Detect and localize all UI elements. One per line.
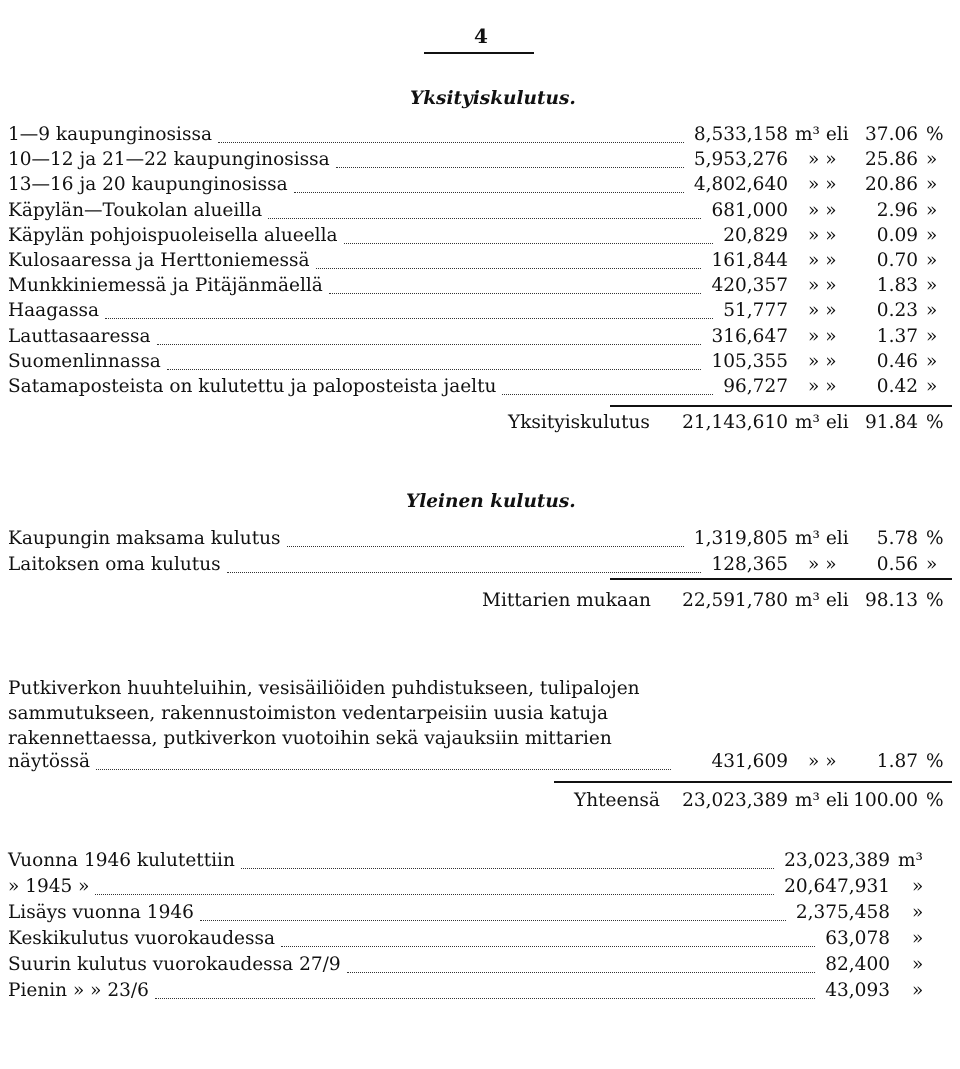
other-use-row — [8, 751, 948, 775]
row-value: 128,365 — [711, 554, 788, 575]
summary-row — [8, 954, 948, 978]
summary-value: 43,093 — [825, 980, 890, 1001]
row-percent-unit: % — [926, 124, 944, 145]
row-unit: » » — [808, 554, 837, 575]
row-value: 420,357 — [711, 275, 788, 297]
dot-leader — [347, 954, 816, 973]
row-label: Suomenlinnassa — [8, 350, 161, 372]
row-unit: » » — [808, 224, 837, 246]
page-number: 4 — [474, 24, 488, 48]
dot-leader — [105, 300, 713, 319]
row-label: 13—16 ja 20 kaupunginosissa — [8, 174, 288, 196]
row-percent: 1.37 — [876, 325, 918, 347]
grand-total-label: Yhteensä — [574, 790, 660, 811]
row-value: 1,319,805 — [693, 528, 788, 549]
row-unit: » » — [808, 174, 837, 196]
dot-leader — [316, 250, 702, 269]
public-total-percent: 98.13 — [865, 590, 918, 611]
total-percent-unit: % — [926, 412, 944, 433]
row-percent: 25.86 — [865, 149, 918, 171]
row-unit: » » — [808, 149, 837, 171]
dot-leader — [502, 376, 713, 395]
other-unit: » » — [808, 751, 837, 772]
row-unit: m³ eli — [795, 124, 849, 145]
summary-label: Lisäys vuonna 1946 — [8, 902, 194, 923]
row-percent-unit: » — [926, 350, 938, 372]
total-percent: 91.84 — [865, 412, 918, 433]
summary-unit: m³ — [898, 850, 923, 871]
row-unit: » » — [808, 376, 837, 397]
row-value: 105,355 — [711, 350, 788, 372]
public-total-label: Mittarien mukaan — [482, 590, 651, 611]
dot-leader — [241, 850, 774, 869]
summary-label: » 1945 » — [8, 876, 90, 897]
dot-leader — [96, 751, 671, 770]
row-label: Kulosaaressa ja Herttoniemessä — [8, 250, 310, 271]
summary-value: 82,400 — [825, 954, 890, 975]
row-label: Käpylän—Toukolan alueilla — [8, 199, 263, 221]
summary-label: Keskikulutus vuorokaudessa — [8, 928, 276, 949]
grand-total-rule — [554, 781, 952, 783]
summary-row — [8, 928, 948, 952]
table-row — [8, 528, 948, 552]
table-row — [8, 200, 948, 224]
public-total-value: 22,591,780 — [682, 590, 788, 611]
summary-label: Pienin » » 23/6 — [8, 980, 149, 1001]
other-line: sammutukseen, rakennustoimiston vedentarpeisiin uusia katuja — [8, 703, 608, 724]
table-row — [8, 174, 948, 198]
other-line: rakennettaessa, putkiverkon vuotoihin sekä vajauksiin mittarien — [8, 728, 612, 749]
row-value: 681,000 — [711, 199, 788, 221]
table-row — [8, 149, 948, 173]
table-row — [8, 554, 948, 578]
summary-row — [8, 876, 948, 900]
total-label: Yksityiskulutus — [508, 412, 650, 433]
row-percent: 2.96 — [876, 199, 918, 221]
row-percent: 0.09 — [876, 224, 918, 246]
private-section-title: Yksityiskulutus. — [410, 88, 576, 109]
total-unit: m³ eli — [795, 412, 849, 433]
row-unit: » » — [808, 199, 837, 221]
summary-unit: » — [912, 876, 924, 897]
summary-row — [8, 902, 948, 926]
row-percent-unit: » — [926, 149, 938, 171]
row-unit: » » — [808, 325, 837, 347]
row-label: Kaupungin maksama kulutus — [8, 528, 281, 549]
row-value: 4,802,640 — [693, 174, 788, 196]
summary-unit: » — [912, 928, 924, 949]
summary-unit: » — [912, 954, 924, 975]
row-label: Laitoksen oma kulutus — [8, 554, 221, 575]
dot-leader — [344, 225, 714, 244]
row-percent-unit: » — [926, 325, 938, 347]
row-label: 1—9 kaupunginosissa — [8, 124, 212, 145]
row-value: 5,953,276 — [693, 149, 788, 171]
table-row — [8, 275, 948, 299]
dot-leader — [218, 124, 684, 143]
other-last-line: näytössä — [8, 751, 90, 772]
row-percent-unit: % — [926, 528, 944, 549]
header-rule — [424, 52, 534, 54]
row-label: Haagassa — [8, 300, 100, 322]
dot-leader — [167, 351, 702, 370]
row-value: 8,533,158 — [693, 124, 788, 145]
dot-leader — [294, 174, 684, 193]
row-percent-unit: » — [926, 224, 938, 246]
public-total-percent-unit: % — [926, 590, 944, 611]
summary-label: Vuonna 1946 kulutettiin — [8, 850, 235, 871]
summary-label: Suurin kulutus vuorokaudessa 27/9 — [8, 954, 341, 975]
row-label: Käpylän pohjoispuoleisella alueella — [8, 224, 338, 246]
row-percent: 0.46 — [876, 350, 918, 372]
row-percent: 0.42 — [876, 376, 918, 397]
summary-value: 63,078 — [825, 928, 890, 949]
row-percent: 0.70 — [876, 250, 918, 271]
row-value: 316,647 — [711, 325, 788, 347]
row-value: 20,829 — [723, 224, 788, 246]
dot-leader — [200, 902, 786, 921]
row-label: Munkkiniemessä ja Pitäjänmäellä — [8, 275, 323, 297]
table-row — [8, 351, 948, 375]
row-value: 51,777 — [723, 300, 788, 322]
row-unit: » » — [808, 300, 837, 322]
row-percent: 20.86 — [865, 174, 918, 196]
table-row — [8, 124, 948, 148]
table-row — [8, 225, 948, 249]
other-percent: 1.87 — [876, 751, 918, 772]
summary-unit: » — [912, 902, 924, 923]
row-percent-unit: » — [926, 275, 938, 297]
public-total-unit: m³ eli — [795, 590, 849, 611]
row-percent: 1.83 — [876, 275, 918, 297]
row-percent-unit: » — [926, 554, 938, 575]
other-percent-unit: % — [926, 751, 944, 772]
table-row — [8, 326, 948, 350]
dot-leader — [227, 554, 702, 573]
row-value: 96,727 — [723, 376, 788, 397]
summary-unit: » — [912, 980, 924, 1001]
row-percent: 37.06 — [865, 124, 918, 145]
summary-row — [8, 850, 948, 874]
row-percent-unit: » — [926, 250, 938, 271]
private-total-row — [8, 412, 948, 436]
grand-total-value: 23,023,389 — [682, 790, 788, 811]
row-percent-unit: » — [926, 174, 938, 196]
grand-total-percent: 100.00 — [853, 790, 918, 811]
row-label: Satamaposteista on kulutettu ja paloposteista jaeltu — [8, 376, 497, 397]
summary-value: 23,023,389 — [784, 850, 890, 871]
other-line: Putkiverkon huuhteluihin, vesisäiliöiden puhdistukseen, tulipalojen — [8, 678, 640, 699]
summary-value: 2,375,458 — [795, 902, 890, 923]
other-value: 431,609 — [711, 751, 788, 772]
grand-total-unit: m³ eli — [795, 790, 849, 811]
row-value: 161,844 — [711, 250, 788, 271]
row-unit: » » — [808, 250, 837, 271]
public-total-row — [8, 590, 948, 614]
row-label: 10—12 ja 21—22 kaupunginosissa — [8, 149, 330, 171]
private-total-rule — [610, 405, 952, 407]
summary-row — [8, 980, 948, 1004]
table-row — [8, 300, 948, 324]
row-unit: m³ eli — [795, 528, 849, 549]
grand-total-percent-unit: % — [926, 790, 944, 811]
summary-value: 20,647,931 — [784, 876, 890, 897]
row-percent: 0.56 — [876, 554, 918, 575]
row-percent-unit: » — [926, 376, 938, 397]
dot-leader — [268, 200, 701, 219]
row-percent: 5.78 — [876, 528, 918, 549]
row-percent-unit: » — [926, 199, 938, 221]
row-unit: » » — [808, 275, 837, 297]
row-unit: » » — [808, 350, 837, 372]
public-section-title: Yleinen kulutus. — [406, 491, 576, 512]
row-percent: 0.23 — [876, 300, 918, 322]
dot-leader — [329, 275, 702, 294]
grand-total-row — [8, 790, 948, 814]
row-percent-unit: » — [926, 300, 938, 322]
dot-leader — [95, 876, 774, 895]
row-label: Lauttasaaressa — [8, 325, 151, 347]
dot-leader — [155, 980, 815, 999]
table-row — [8, 250, 948, 274]
dot-leader — [287, 528, 684, 547]
dot-leader — [336, 149, 684, 168]
dot-leader — [157, 326, 702, 345]
dot-leader — [281, 928, 815, 947]
table-row — [8, 376, 948, 400]
total-value: 21,143,610 — [682, 412, 788, 433]
other-use-description — [8, 676, 640, 751]
public-total-rule — [610, 578, 952, 580]
